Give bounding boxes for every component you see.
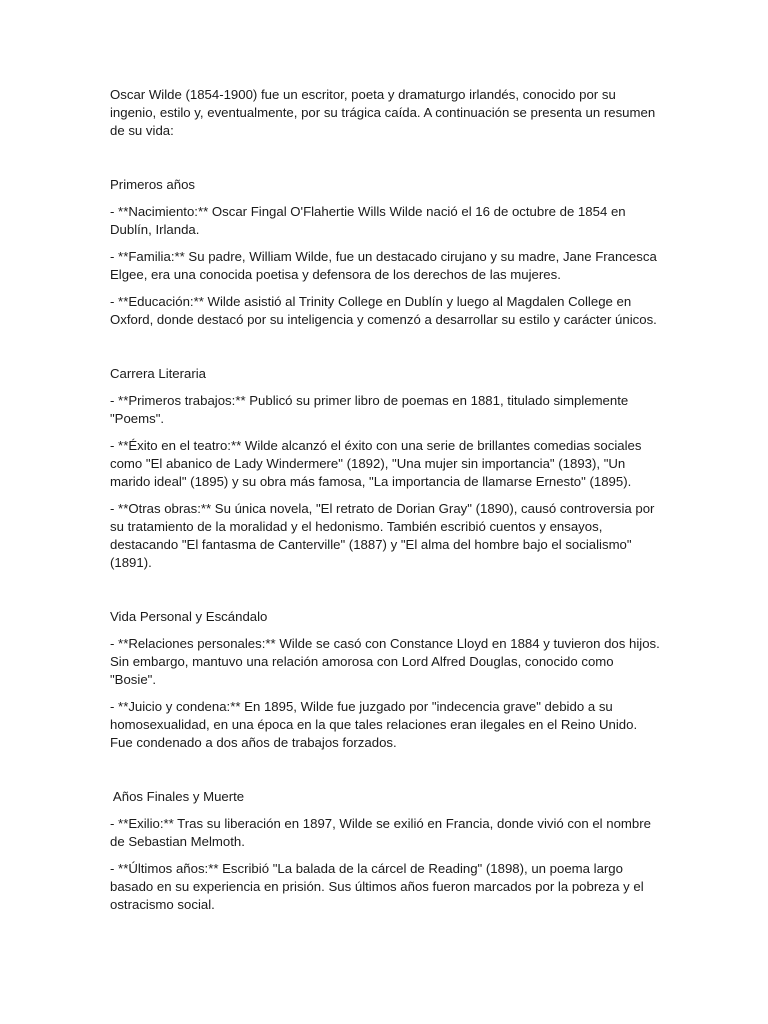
document-page bbox=[110, 86, 662, 914]
section-carrera-literaria bbox=[110, 365, 662, 572]
list-item: - **Últimos años:** Escribió "La balada de la cárcel de Reading" (1898), un poema largo basado en su experiencia en prisión. Sus últimos años fueron marcados por la pobreza y el ostracismo social. bbox=[110, 861, 644, 912]
section-vida-personal bbox=[110, 608, 662, 752]
section-anos-finales bbox=[110, 788, 662, 914]
list-item: - **Primeros trabajos:** Publicó su primer libro de poemas en 1881, titulado simplemente "Poems". bbox=[110, 393, 629, 426]
list-item: - **Relaciones personales:** Wilde se casó con Constance Lloyd en 1884 y tuvieron dos hijos. Sin embargo, mantuvo una relación amorosa con Lord Alfred Douglas, conocido como "Bosie". bbox=[110, 636, 660, 687]
section-heading: Años Finales y Muerte bbox=[110, 789, 245, 804]
list-item: - **Familia:** Su padre, William Wilde, fue un destacado cirujano y su madre, Jane Francesca Elgee, era una conocida poetisa y defensora de los derechos de las mujeres. bbox=[110, 249, 657, 282]
list-item: - **Otras obras:** Su única novela, "El retrato de Dorian Gray" (1890), causó controversia por su tratamiento de la moralidad y el hedonismo. También escribió cuentos y ensayos, destacando "El fantasma de Canterville" (1887) y "El alma del hombre bajo el socialismo" (1891). bbox=[110, 501, 655, 570]
list-item: - **Exilio:** Tras su liberación en 1897, Wilde se exilió en Francia, donde vivió con el nombre de Sebastian Melmoth. bbox=[110, 816, 651, 849]
list-item: - **Educación:** Wilde asistió al Trinity College en Dublín y luego al Magdalen College en Oxford, donde destacó por su inteligencia y comenzó a desarrollar su estilo y carácter únicos. bbox=[110, 294, 657, 327]
section-heading: Carrera Literaria bbox=[110, 366, 207, 381]
list-item: - **Juicio y condena:** En 1895, Wilde fue juzgado por "indecencia grave" debido a su homosexualidad, en una época en la que tales relaciones eran ilegales en el Reino Unido. Fue condenado a dos años de trabajos forzados. bbox=[110, 699, 638, 750]
intro-paragraph: Oscar Wilde (1854-1900) fue un escritor, poeta y dramaturgo irlandés, conocido por su ingenio, estilo y, eventualmente, por su trágica caída. A continuación se presenta un resumen de su vida: bbox=[110, 87, 656, 138]
list-item: - **Nacimiento:** Oscar Fingal O'Flahertie Wills Wilde nació el 16 de octubre de 1854 en Dublín, Irlanda. bbox=[110, 204, 626, 237]
section-primeros-anos bbox=[110, 176, 662, 329]
list-item: - **Éxito en el teatro:** Wilde alcanzó el éxito con una serie de brillantes comedias sociales como "El abanico de Lady Windermere" (1892), "Una mujer sin importancia" (1893), "Un marido ideal" (1895) y su obra más famosa, "La importancia de llamarse Ernesto" (1895). bbox=[110, 438, 642, 489]
section-heading: Primeros años bbox=[110, 177, 196, 192]
section-heading: Vida Personal y Escándalo bbox=[110, 609, 268, 624]
